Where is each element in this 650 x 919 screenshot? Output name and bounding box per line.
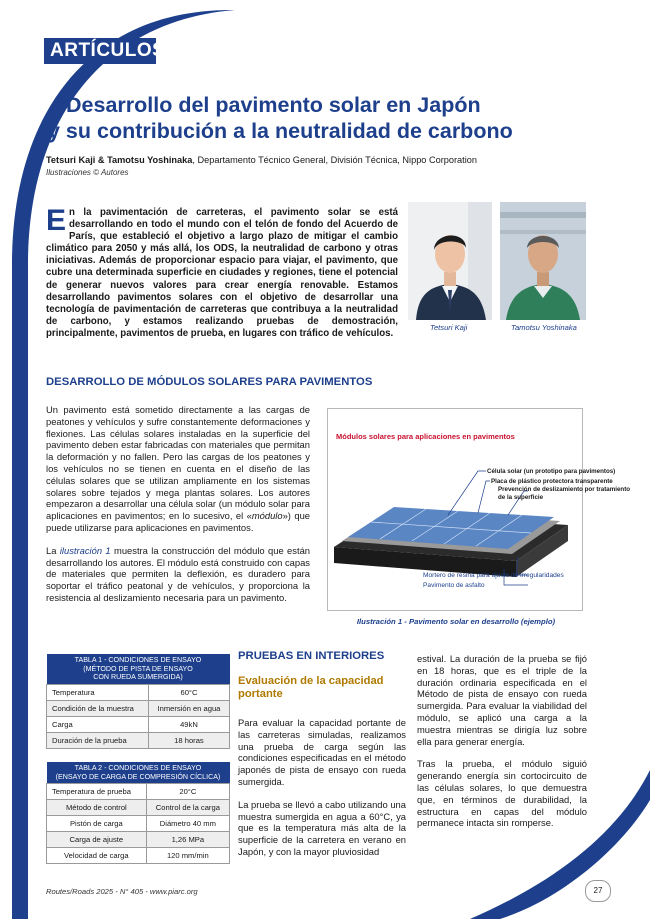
figure-caption: Ilustración 1 - Pavimento solar en desarrollo (ejemplo) (356, 617, 556, 626)
table-1-title (47, 654, 230, 684)
section-2-col-2 (417, 653, 587, 840)
text: La (46, 544, 60, 556)
cell-label: Pistón de carga (47, 816, 147, 832)
label-anti-slip: Prevención de deslizamiento por tratamiento (498, 486, 631, 493)
label-solar-cell: Célula solar (un prototipo para pavimentos) (487, 468, 616, 475)
author-affiliation: , Departamento Técnico General, División Técnica, Nippo Corporation (192, 155, 477, 165)
title-line-2: y su contribución a la neutralidad de carbono (48, 119, 513, 143)
section-heading-1: DESARROLLO DE MÓDULOS SOLARES PARA PAVIMENTOS (46, 376, 373, 388)
section-1-body (46, 404, 310, 615)
paragraph: estival. La duración de la prueba se fijó en 18 horas, que es el triple de la duración ordinaria especificada en el Método de pista de ensayo con rueda sumergida. Para evaluar la viabilidad del módulo, se aplicó una carga a la muestra mientras se dirigía luz sobre ella para generar energía. (417, 653, 587, 747)
emphasis: módulo (251, 510, 283, 522)
cell-value: 60°C (148, 684, 229, 700)
table-row (47, 848, 230, 864)
cell-value: Diámetro 40 mm (146, 816, 229, 832)
cell-value: 120 mm/min (146, 848, 229, 864)
title-line: TABLA 1 - CONDICIONES DE ENSAYO (74, 656, 202, 664)
cell-value: 20°C (146, 784, 229, 800)
title-line: (MÉTODO DE PISTA DE ENSAYO (83, 664, 193, 673)
cell-label: Carga (47, 716, 149, 732)
intro-text: n la pavimentación de carreteras, el pavimento solar se está desarrollando en todo el mundo con el telón de fondo del Acuerdo de París, que estableció el objetivo a largo plazo de mitigar el cambio climático para 2050 y más allá, los ODS, la neutralidad de carbono y otras iniciativas. Además de proporcionar espacio para viajar, el pavimento, que cubre una determinada superficie en ciudades y regiones, tiene el potencial de generar nuevos valores para crear energía renovable. Estamos desarrollando pavimentos solares con el objetivo de desarrollar una tecnología de pavimentación de carreteras que contribuya a la neutralidad de carbono, y estamos realizando pruebas de demostración, principalmente, pavimentos de prueba, en lugares con tráfico de vehículos. (46, 207, 398, 339)
title-line-1: Desarrollo del pavimento solar en Japón (66, 93, 481, 117)
paragraph: Para evaluar la capacidad portante de las carreteras simuladas, realizamos una prueba de carga según las condiciones especificadas en el método japonés de pista de ensayo con rueda sumergida. (238, 717, 406, 787)
label-anti-slip-2: de la superficie (498, 494, 544, 501)
page-title (48, 92, 568, 144)
cell-value: Control de la carga (146, 800, 229, 816)
title-line: (ENSAYO DE CARGA DE COMPRESIÓN CÍCLICA) (55, 772, 221, 781)
text: muestra la construcción del módulo que están desarrollando los autores. El módulo está construido con capas de materiales que permiten la deflexión, es duradero para soportar el tráfico peatonal y de vehículos, y proporciona la resistencia al deslizamiento necesaria para un pavimento. (46, 544, 310, 603)
table-row (47, 800, 230, 816)
table-row (47, 700, 230, 716)
text: Un pavimento está sometido directamente a las cargas de peatones y vehículos y sufre constantemente deformaciones y flexiones. Las células solares instaladas en la superficie del pavimento deben estar fabricadas con materiales que permitan la deformación y no fallen. Pero las cargas de los peatones y los vehículos no se tienen en cuenta en el diseño de las células solares que se utilizan ampliamente en los sistemas solares sobre tejados y mega plantas solares. Los autores empezaron a desarrollar una célula solar (un módulo solar para aplicaciones en pavimentos; en lo sucesivo, el « (46, 404, 310, 522)
author-photo-1 (408, 202, 492, 320)
label-plastic-plate: Placa de plástico protectora transparente (491, 478, 613, 485)
author-names: Tetsuri Kaji & Tamotsu Yoshinaka (46, 155, 193, 165)
footer: Routes/Roads 2025 - N° 405 - www.piarc.org (46, 887, 198, 896)
intro-paragraph (46, 204, 398, 340)
section-2-col-1 (238, 717, 406, 869)
drop-cap: E (46, 204, 67, 237)
illustrations-credit: Ilustraciones © Autores (46, 168, 129, 177)
text: ») que puede utilizarse para aplicaciones en pavimentos. (46, 510, 310, 533)
table-row (47, 732, 230, 748)
table-1 (46, 654, 230, 749)
cell-label: Carga de ajuste (47, 832, 147, 848)
table-row (47, 716, 230, 732)
paragraph (46, 404, 310, 534)
table-2-title (47, 762, 230, 784)
cell-label: Temperatura (47, 684, 149, 700)
cell-value: 1,26 MPa (146, 832, 229, 848)
table-row (47, 832, 230, 848)
table-row (47, 816, 230, 832)
cell-value: Inmersión en agua (148, 700, 229, 716)
photo-caption-2: Tamotsu Yoshinaka (511, 323, 577, 332)
label-asphalt: Pavimento de asfalto (423, 582, 485, 589)
paragraph: La prueba se llevó a cabo utilizando una muestra sumergida en agua a 60°C, ya que es la temperatura más alta de la superficie de la carretera en verano en Japón, y con la mayor pluviosidad (238, 798, 406, 857)
cell-label: Velocidad de carga (47, 848, 147, 864)
cell-value: 18 horas (148, 732, 229, 748)
table-row (47, 684, 230, 700)
paragraph (46, 545, 310, 604)
section-heading-2: PRUEBAS EN INTERIORES (238, 650, 385, 662)
figure-title: Módulos solares para aplicaciones en pavimentos (336, 432, 515, 441)
title-line: CON RUEDA SUMERGIDA) (93, 673, 183, 682)
table-row (47, 784, 230, 800)
label-resin-mortar: Mortero de resina para ajuste de irregularidades (423, 572, 564, 579)
cell-label: Método de control (47, 800, 147, 816)
paragraph: Tras la prueba, el módulo siguió generando energía sin cortocircuito de las células solares, lo que demuestra que, en términos de durabilidad, la estructura en capas del módulo permanece intacta sin romperse. (417, 758, 587, 829)
subsection-heading: Evaluación de la capacidad portante (238, 675, 384, 700)
cell-label: Temperatura de prueba (47, 784, 147, 800)
byline (46, 154, 546, 166)
page-number: 27 (585, 880, 611, 902)
cell-label: Duración de la prueba (47, 732, 149, 748)
section-label: ARTÍCULOS (44, 38, 156, 64)
cell-label: Condición de la muestra (47, 700, 149, 716)
title-line: TABLA 2 - CONDICIONES DE ENSAYO (74, 764, 202, 772)
author-photo-2 (500, 202, 586, 320)
cell-value: 49kN (148, 716, 229, 732)
figure-illustration-1 (327, 408, 631, 611)
table-2 (46, 762, 230, 864)
photo-caption-1: Tetsuri Kaji (430, 323, 468, 332)
solar-module-diagram (328, 409, 631, 610)
figure-reference: ilustración 1 (59, 544, 111, 556)
